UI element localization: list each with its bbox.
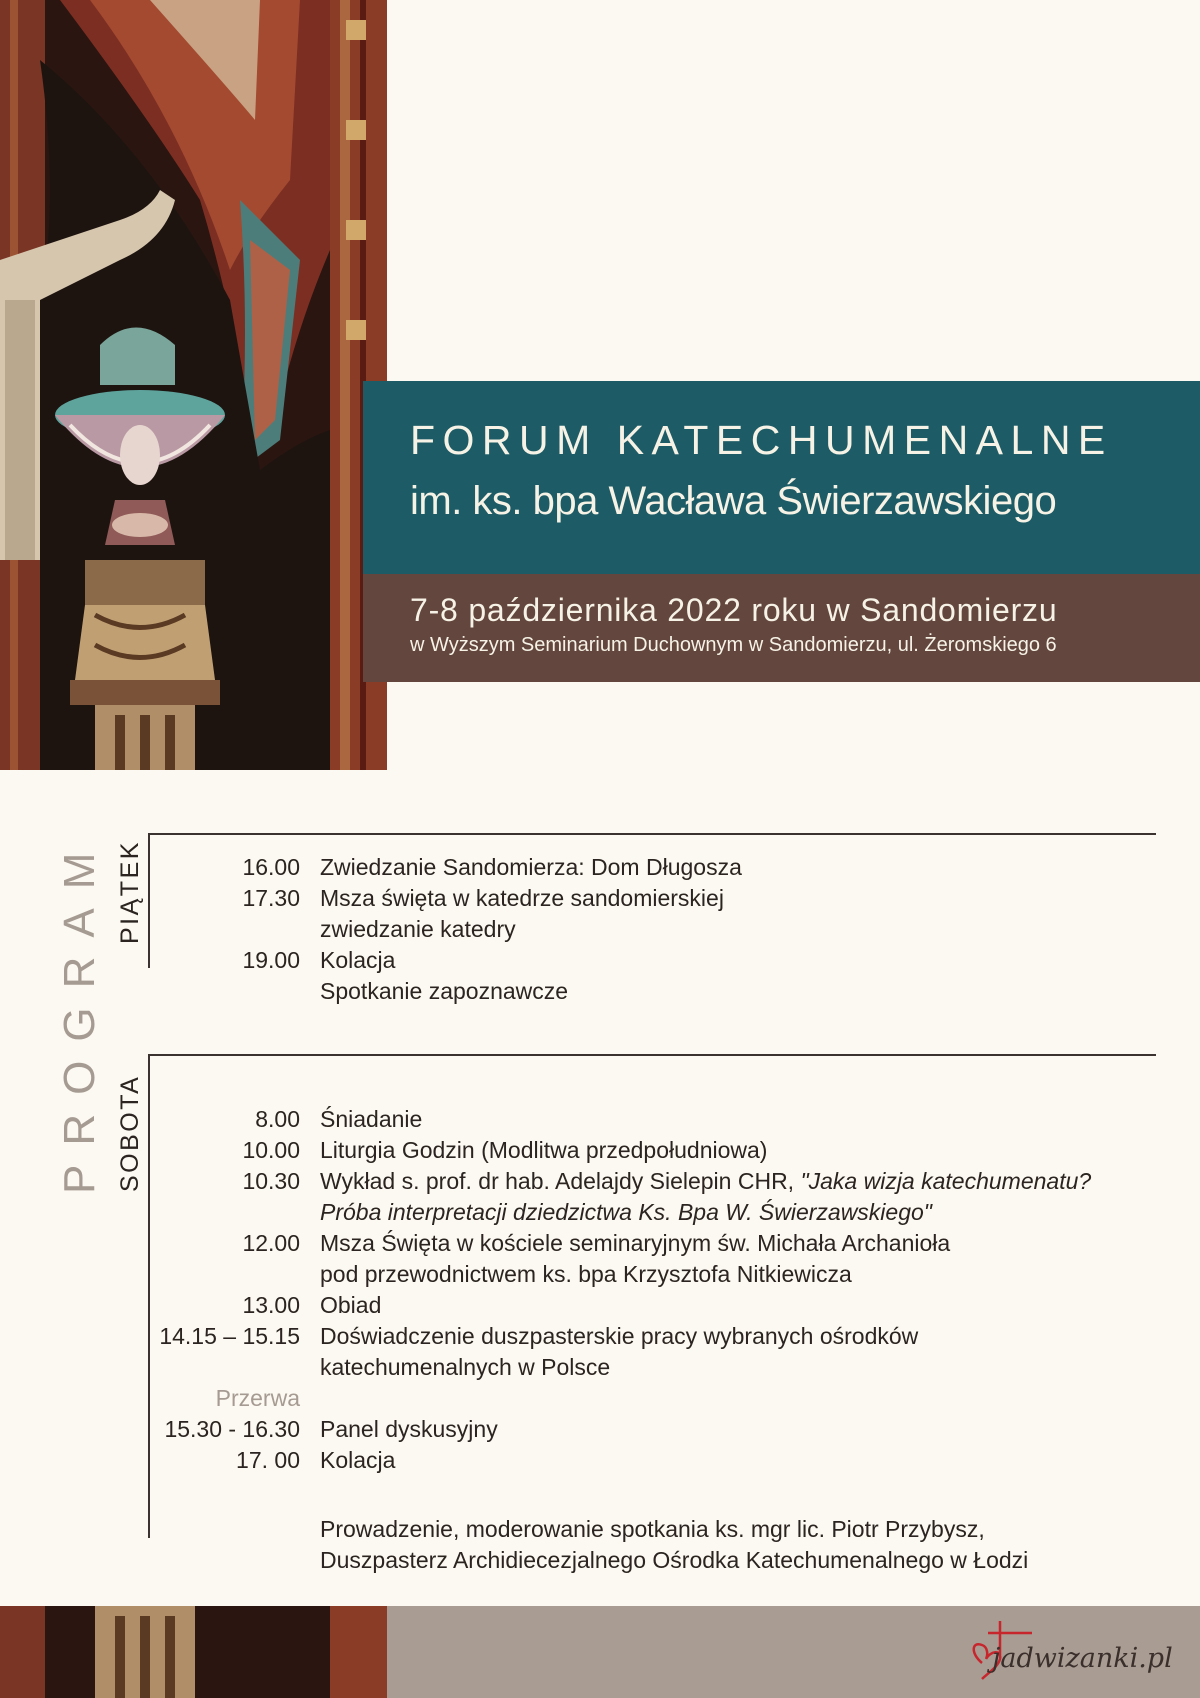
jadwizanki-logo[interactable]	[962, 1615, 1173, 1687]
schedule-time: 8.00	[255, 1106, 300, 1132]
event-venue: w Wyższym Seminarium Duchownym w Sandomierzu, ul. Żeromskiego 6	[410, 634, 1057, 656]
schedule-text	[320, 1197, 932, 1228]
schedule-text: Panel dyskusyjny	[320, 1416, 498, 1442]
date-banner	[363, 574, 1200, 682]
friday-label: PIĄTEK	[116, 840, 144, 944]
friday-rule	[148, 833, 1156, 835]
lecture-speaker: Wykład s. prof. dr hab. Adelajdy Sielepin CHR,	[320, 1168, 801, 1194]
program-label: PROGRAM	[55, 833, 104, 1194]
schedule-text: Doświadczenie duszpasterskie pracy wybranych ośrodków	[320, 1323, 919, 1349]
schedule-time: 15.30 - 16.30	[164, 1416, 300, 1442]
schedule-text: Msza święta w katedrze sandomierskiej	[320, 885, 724, 911]
schedule-time: 12.00	[242, 1230, 300, 1256]
schedule-text: Spotkanie zapoznawcze	[320, 978, 569, 1004]
schedule-text: pod przewodnictwem ks. bpa Krzysztofa Nitkiewicza	[320, 1261, 852, 1287]
saturday-rule	[148, 1054, 1156, 1056]
lecture-title: "Jaka wizja katechumenatu?	[800, 1168, 1092, 1194]
moderator-note: Duszpasterz Archidiecezjalnego Ośrodka Katechumenalnego w Łodzi	[320, 1547, 1029, 1573]
schedule-time: 17.30	[242, 885, 300, 911]
logo-text: jadwizanki.pl	[992, 1643, 1173, 1674]
saturday-label: SOBOTA	[116, 1074, 144, 1192]
lecture-title-cont: Próba interpretacji dziedzictwa Ks. Bpa W. Świerzawskiego"	[320, 1199, 932, 1225]
forum-subtitle: im. ks. bpa Wacława Świerzawskiego	[410, 479, 1057, 523]
schedule-text: Obiad	[320, 1292, 382, 1318]
schedule-text: Kolacja	[320, 1447, 396, 1473]
schedule-text: Zwiedzanie Sandomierza: Dom Długosza	[320, 854, 742, 880]
schedule-text: Msza Święta w kościele seminaryjnym św. Michała Archanioła	[320, 1230, 951, 1256]
event-date: 7-8 października 2022 roku w Sandomierzu	[410, 592, 1058, 628]
schedule-text: Liturgia Godzin (Modlitwa przedpołudniowa)	[320, 1137, 768, 1163]
break-label: Przerwa	[215, 1385, 300, 1411]
schedule-text	[320, 1166, 1091, 1197]
schedule-text: zwiedzanie katedry	[320, 916, 516, 942]
schedule-time: 17. 00	[236, 1447, 300, 1473]
mosaic-artwork	[0, 0, 387, 770]
schedule-text: Śniadanie	[320, 1106, 423, 1132]
moderator-note: Prowadzenie, moderowanie spotkania ks. mgr lic. Piotr Przybysz,	[320, 1516, 985, 1542]
schedule-text: katechumenalnych w Polsce	[320, 1354, 611, 1380]
forum-title: FORUM KATECHUMENALNE	[410, 417, 1113, 463]
mosaic-artwork-bottom	[0, 1606, 387, 1698]
schedule-time: 13.00	[242, 1292, 300, 1318]
schedule-time: 14.15 – 15.15	[159, 1323, 300, 1349]
title-banner	[363, 381, 1200, 574]
schedule-time: 19.00	[242, 947, 300, 973]
schedule-text: Kolacja	[320, 947, 396, 973]
schedule-time: 10.30	[242, 1168, 300, 1194]
schedule-time: 16.00	[242, 854, 300, 880]
schedule-time: 10.00	[242, 1137, 300, 1163]
